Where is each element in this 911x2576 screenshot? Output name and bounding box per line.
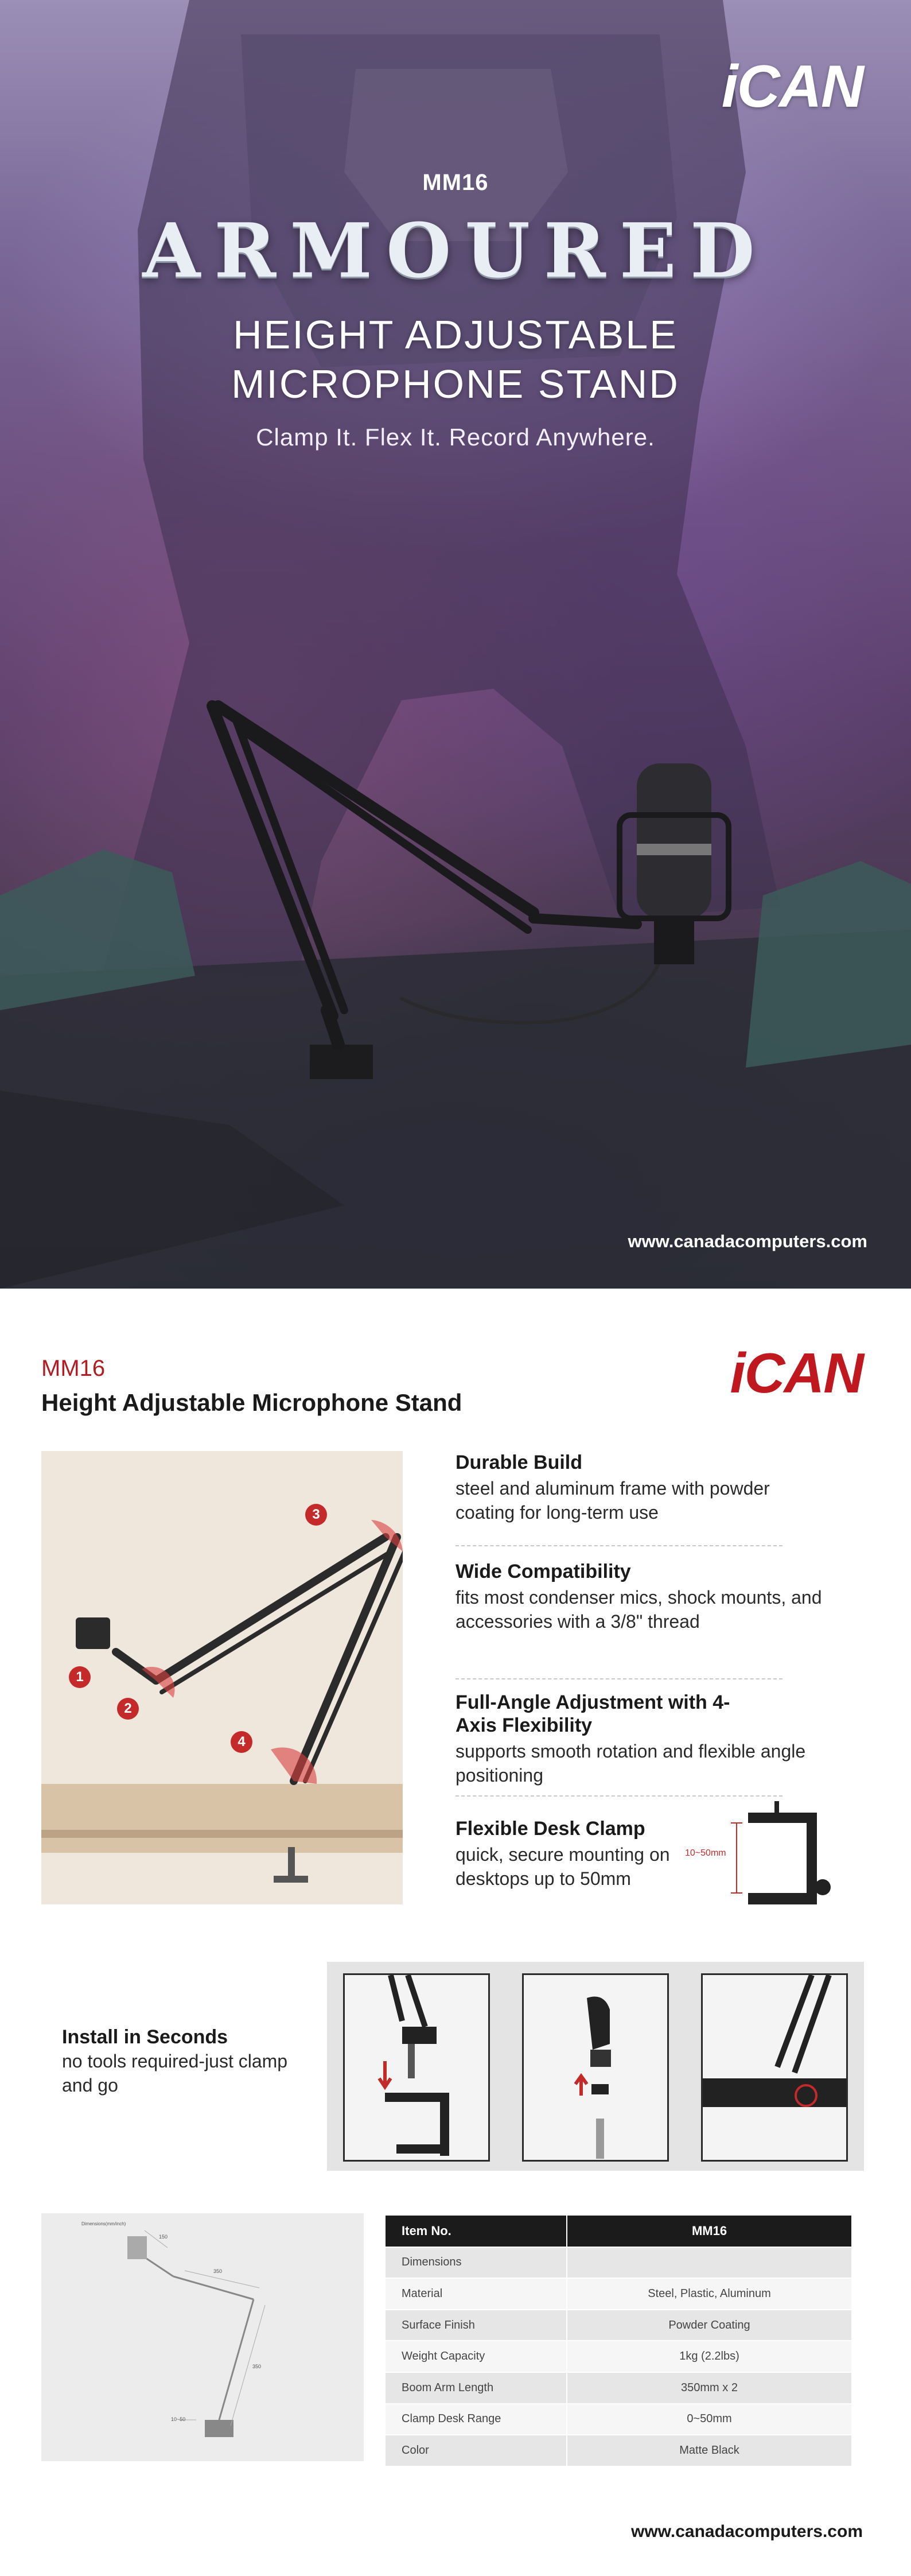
feature-full-angle [456, 1691, 823, 1787]
spec-label: Weight Capacity [386, 2341, 567, 2372]
callout-1: 1 [69, 1666, 91, 1688]
feature-title: Full-Angle Adjustment with 4-Axis Flexibility [456, 1692, 730, 1736]
hero-subtitle-line2: MICROPHONE STAND [231, 362, 680, 406]
feature-desc: quick, secure mounting on desktops up to 50mm [456, 1844, 670, 1889]
callout-3: 3 [305, 1504, 327, 1526]
dimension-label-d: 10~50 [171, 2416, 186, 2422]
install-section [62, 2025, 314, 2097]
dimensions-header: Dimensions(mm/inch) [81, 2221, 126, 2226]
hero-tagline: Clamp It. Flex It. Record Anywhere. [256, 424, 655, 451]
feature-desc: steel and aluminum frame with powder coating for long-term use [456, 1478, 770, 1523]
spec-table [386, 2216, 851, 2467]
dimensions-drawing [41, 2213, 364, 2461]
spec-label: Clamp Desk Range [386, 2404, 567, 2435]
install-step-2 [522, 1973, 669, 2162]
spec-header-value: MM16 [567, 2216, 851, 2247]
dimensions-image [41, 2213, 364, 2461]
spec-label: Material [386, 2278, 567, 2310]
brand-logo-red: iCAN [730, 1341, 863, 1405]
spec-label: Surface Finish [386, 2310, 567, 2341]
dimension-label-a: 150 [159, 2234, 168, 2240]
dimension-label-b: 350 [213, 2268, 223, 2274]
spec-row [386, 2310, 851, 2341]
feature-title: Flexible Desk Clamp [456, 1818, 645, 1840]
spec-value: 350mm x 2 [567, 2372, 851, 2404]
mic-arm-diagram [41, 1451, 403, 1904]
install-title: Install in Seconds [62, 2026, 228, 2048]
feature-title: Durable Build [456, 1452, 583, 1473]
spec-row [386, 2278, 851, 2310]
install-desc: no tools required-just clamp and go [62, 2051, 288, 2096]
install-steps-panel [327, 1962, 864, 2171]
feature-desc: fits most condenser mics, shock mounts, and accessories with a 3/8" thread [456, 1587, 822, 1632]
callout-4: 4 [231, 1731, 252, 1753]
spec-header-label: Item No. [386, 2216, 567, 2247]
spec-label: Boom Arm Length [386, 2372, 567, 2404]
spec-value: 1kg (2.2lbs) [567, 2341, 851, 2372]
feature-durable-build [456, 1451, 823, 1524]
install-step-1 [343, 1973, 490, 2162]
spec-value: Steel, Plastic, Aluminum [567, 2278, 851, 2310]
feature-image [41, 1451, 403, 1904]
spec-value: 0~50mm [567, 2404, 851, 2435]
dimension-label-c: 350 [252, 2364, 262, 2369]
spec-row [386, 2372, 851, 2404]
product-title: Height Adjustable Microphone Stand [41, 1389, 462, 1416]
hero-url-link[interactable]: www.canadacomputers.com [628, 1231, 867, 1251]
hero-subtitle-line1: HEIGHT ADJUSTABLE [233, 312, 678, 357]
feature-wide-compatibility [456, 1560, 823, 1634]
feature-desc: supports smooth rotation and flexible angle positioning [456, 1741, 806, 1786]
spec-label: Color [386, 2435, 567, 2466]
spec-row [386, 2435, 851, 2466]
spec-value [567, 2247, 851, 2279]
brand-logo: iCAN [721, 53, 863, 120]
spec-value: Powder Coating [567, 2310, 851, 2341]
divider [456, 1545, 782, 1546]
install-step-1-image [345, 1975, 488, 2160]
product-model: MM16 [41, 1356, 106, 1381]
spec-value: Matte Black [567, 2435, 851, 2466]
install-step-3-image [703, 1975, 846, 2160]
spec-row [386, 2404, 851, 2435]
footer-url-link[interactable]: www.canadacomputers.com [630, 2522, 863, 2541]
spec-row [386, 2247, 851, 2279]
spec-header-row [386, 2216, 851, 2247]
divider [456, 1678, 782, 1679]
install-step-3 [701, 1973, 848, 2162]
clamp-icon [708, 1801, 846, 1916]
callout-2: 2 [117, 1698, 139, 1720]
desk-clamp-figure [685, 1801, 846, 1916]
feature-desk-clamp [456, 1817, 708, 1891]
clamp-range-label: 10~50mm [685, 1848, 726, 1858]
feature-title: Wide Compatibility [456, 1561, 631, 1582]
install-step-2-image [524, 1975, 667, 2160]
hero-model: MM16 [422, 170, 489, 195]
hero-subtitle [0, 310, 911, 409]
divider [456, 1795, 782, 1797]
spec-row [386, 2341, 851, 2372]
spec-label: Dimensions [386, 2247, 567, 2279]
hero-title: ARMOURED [142, 207, 769, 294]
